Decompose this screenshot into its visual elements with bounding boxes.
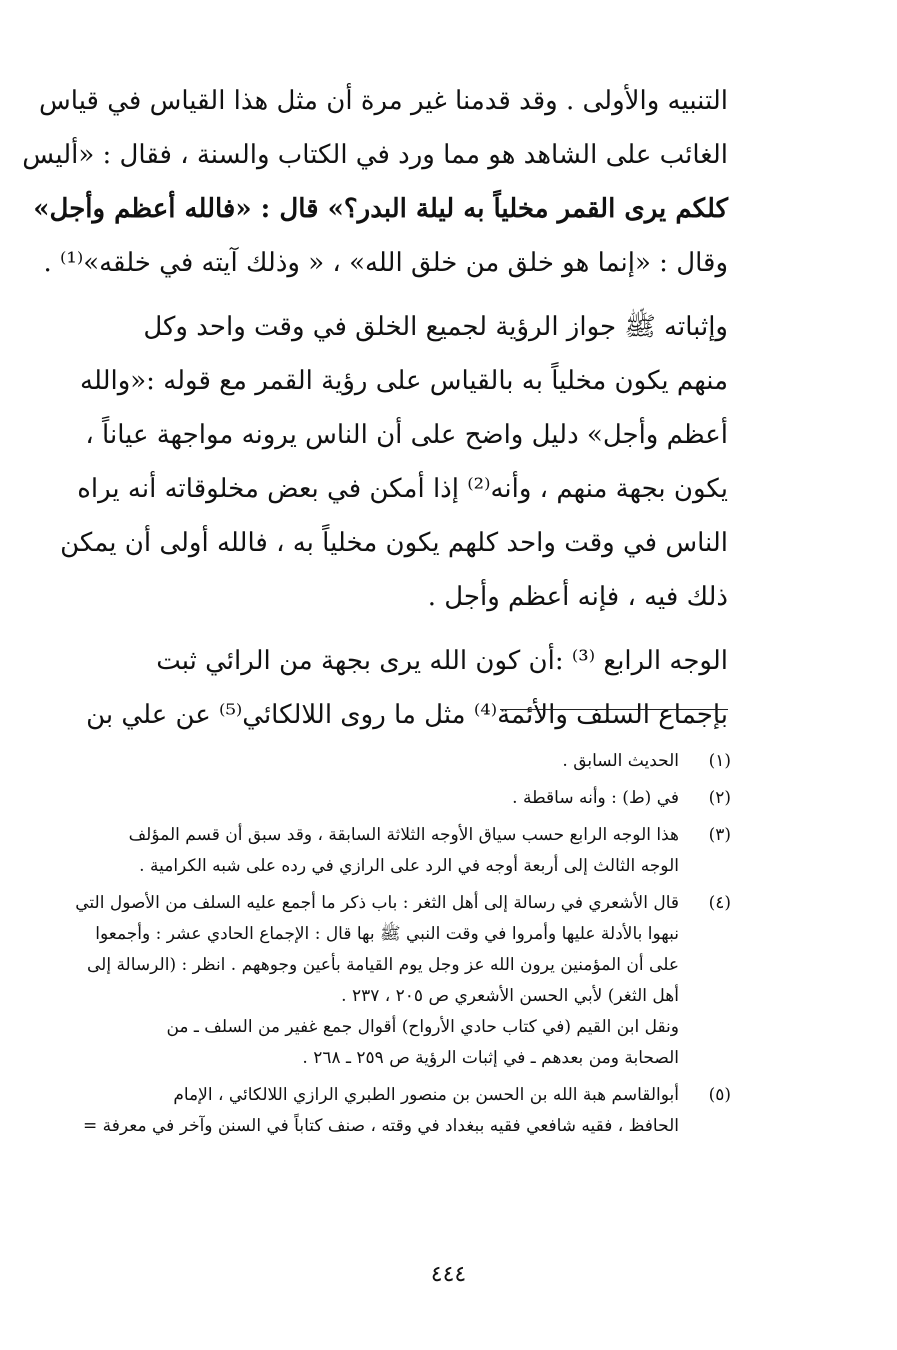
footnote-text: الحافظ ، فقيه شافعي فقيه ببغداد في وقته ، صنف كتاباً في السنن وآخر في معرفة = — [83, 1116, 679, 1136]
footnote-4 — [45, 888, 735, 1074]
footnote-number: (٤) — [708, 893, 731, 913]
page-number: ٤٤٤ — [430, 1262, 467, 1287]
paragraph-1 — [22, 74, 728, 290]
text-line: ذلك فيه ، فإنه أعظم وأجل . — [427, 582, 728, 612]
footnote-2 — [45, 783, 735, 814]
paragraph-3 — [55, 634, 728, 742]
footnote-number: (١) — [708, 751, 731, 771]
footnote-text: الوجه الثالث إلى أربعة أوجه في الرد على الرازي في رده على شبه الكرامية . — [139, 856, 679, 876]
text-line: الناس في وقت واحد كلهم يكون مخلياً به ، فالله أولى أن يمكن — [60, 528, 728, 558]
footnote-text: أهل الثغر) لأبي الحسن الأشعري ص ٢٠٥ ، ٢٣٧ . — [341, 986, 679, 1006]
footnote-1 — [45, 746, 735, 777]
text-line: كلكم يرى القمر مخلياً به ليلة البدر؟» قال : «فالله أعظم وأجل» — [33, 194, 728, 224]
footnote-text: نبهوا بالأدلة عليها وأمروا في وقت النبي ﷺ بها قال : الإجماع الحادي عشر : وأجمعوا — [95, 924, 679, 944]
text-line: وإثباته ﷺ جواز الرؤية لجميع الخلق في وقت واحد وكل — [143, 312, 728, 342]
footnote-5 — [45, 1080, 735, 1142]
footnote-number: (٥) — [708, 1085, 731, 1105]
text-line: وقال : «إنما هو خلق من خلق الله» ، « وذلك آيته في خلقه»⁽¹⁾ . — [43, 248, 728, 278]
footnote-text: الصحابة ومن بعدهم ـ في إثبات الرؤية ص ٢٥٩ ـ ٢٦٨ . — [302, 1048, 679, 1068]
footnote-divider — [500, 709, 728, 710]
footnote-text: في (ط) : وأنه ساقطة . — [512, 788, 679, 808]
footnotes — [45, 746, 735, 1148]
footnote-text: الحديث السابق . — [562, 751, 679, 771]
footnote-3 — [45, 820, 735, 882]
text-line: الوجه الرابع ⁽³⁾ :أن كون الله يرى بجهة من الرائي ثبت — [156, 646, 728, 676]
text-line: الغائب على الشاهد هو مما ورد في الكتاب والسنة ، فقال : «أليس — [22, 140, 728, 170]
footnote-text: هذا الوجه الرابع حسب سياق الأوجه الثلاثة السابقة ، وقد سبق أن قسم المؤلف — [128, 825, 679, 845]
text-line: منهم يكون مخلياً به بالقياس على رؤية القمر مع قوله :«والله — [80, 366, 728, 396]
footnote-text: أبوالقاسم هبة الله بن الحسن بن منصور الطبري الرازي اللالكائي ، الإمام — [173, 1085, 679, 1105]
main-text — [22, 74, 728, 742]
text-line: بإجماع السلف والأئمة⁽⁴⁾ مثل ما روى اللالكائي⁽⁵⁾ عن علي بن — [86, 700, 728, 730]
text-line: أعظم وأجل» دليل واضح على أن الناس يرونه مواجهة عياناً ، — [85, 420, 728, 450]
footnote-text: قال الأشعري في رسالة إلى أهل الثغر : باب ذكر ما أجمع عليه السلف من الأصول التي — [75, 893, 679, 913]
footnote-number: (٣) — [708, 825, 731, 845]
footnote-text: ونقل ابن القيم (في كتاب حادي الأرواح) أقوال جمع غفير من السلف ـ من — [166, 1017, 679, 1037]
footnote-number: (٢) — [708, 788, 731, 808]
text-line: يكون بجهة منهم ، وأنه⁽²⁾ إذا أمكن في بعض مخلوقاته أنه يراه — [77, 474, 728, 504]
paragraph-2 — [55, 300, 728, 624]
footnote-text: على أن المؤمنين يرون الله عز وجل يوم القيامة بأعين وجوههم . انظر : (الرسالة إلى — [86, 955, 679, 975]
text-line: التنبيه والأولى . وقد قدمنا غير مرة أن مثل هذا القياس في قياس — [39, 86, 728, 116]
